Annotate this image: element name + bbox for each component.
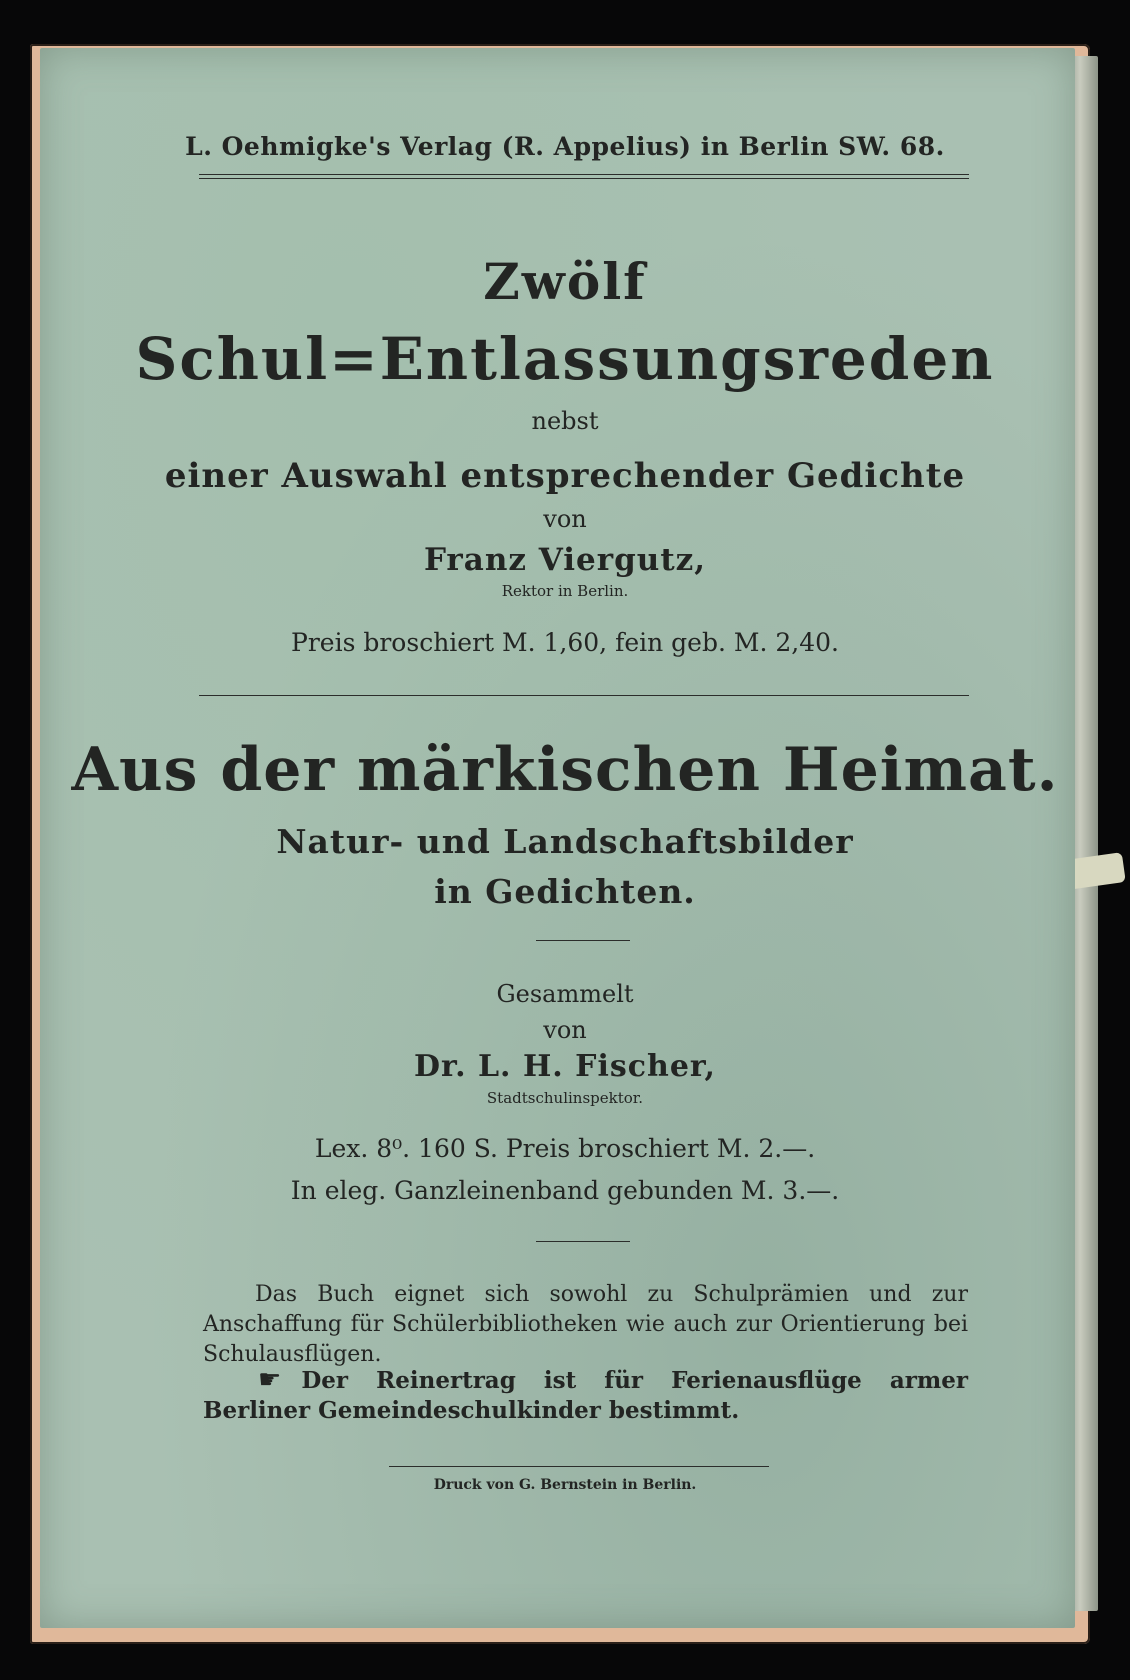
publisher-line: L. Oehmigke's Verlag (R. Appelius) in Berlin SW. 68. [185, 132, 945, 161]
book1-price: Preis broschiert M. 1,60, fein geb. M. 2,40. [291, 628, 839, 657]
book2-notice [203, 1365, 968, 1426]
book2-author-role: Stadtschulinspektor. [486, 1089, 644, 1107]
book2-details-line2: In eleg. Ganzleinenband gebunden M. 3.—. [290, 1176, 840, 1205]
pointing-hand-icon: ☛ [258, 1365, 282, 1395]
book1-nebst: nebst [531, 407, 599, 435]
book2-description: Das Buch eignet sich sowohl zu Schulprämien und zur Anschaffung für Schülerbibliotheken wie auch zur Orientierung bei Schulausflügen. [203, 1282, 968, 1367]
book1-title-line2: Schul=Entlassungsreden [135, 325, 995, 393]
book1-author: Franz Viergutz, [423, 542, 707, 578]
book2-author: Dr. L. H. Fischer, [414, 1049, 716, 1084]
printer-rule [389, 1466, 769, 1467]
book1-subtitle: einer Auswahl entsprechender Gedichte [164, 456, 966, 496]
short-divider-2 [536, 1241, 630, 1242]
book2-von: von [543, 1016, 587, 1044]
book2-subtitle-line1: Natur- und Landschaftsbilder [276, 822, 854, 861]
section-divider [199, 695, 969, 696]
book2-details-line1: Lex. 8⁰. 160 S. Preis broschiert M. 2.—. [314, 1134, 816, 1163]
printer-line: Druck von G. Bernstein in Berlin. [433, 1477, 697, 1493]
book1-author-role: Rektor in Berlin. [501, 582, 629, 600]
short-divider-1 [536, 940, 630, 941]
book2-subtitle-line2: in Gedichten. [434, 872, 696, 911]
book2-gesammelt: Gesammelt [496, 980, 634, 1008]
book2-notice-text: Der Reinertrag ist für Ferienausflüge armer Berliner Gemeindeschulkinder bestimmt. [203, 1367, 968, 1424]
book1-von: von [543, 505, 587, 533]
publisher-rule [199, 174, 969, 175]
book2-title: Aus der märkischen Heimat. [71, 735, 1059, 805]
book1-title-line1: Zwölf [483, 252, 647, 311]
